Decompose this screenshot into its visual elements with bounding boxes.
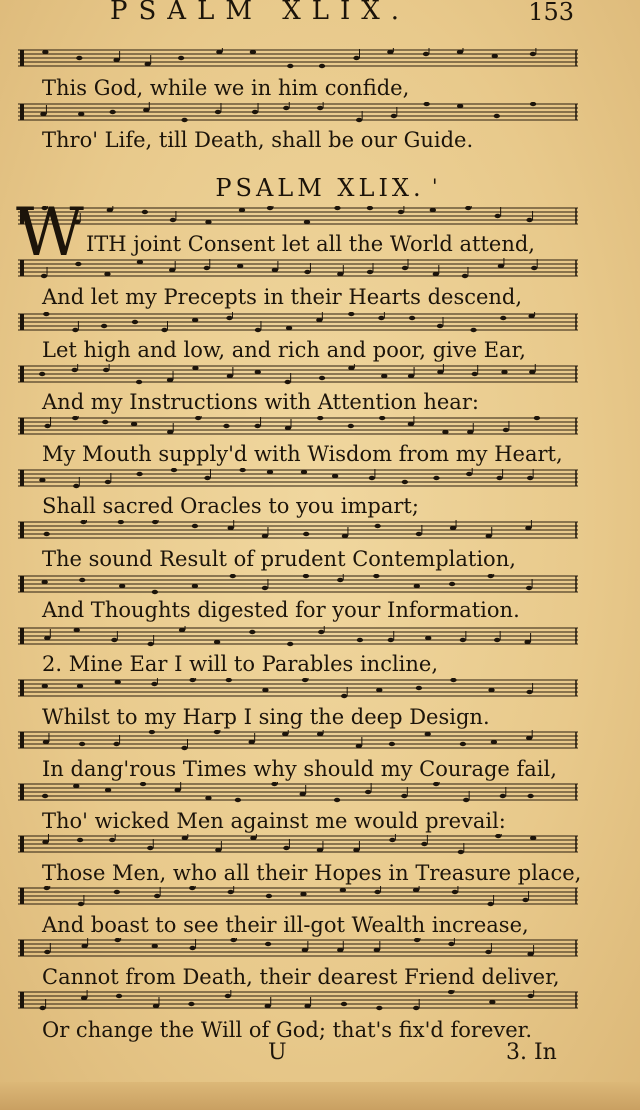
music-staff bbox=[18, 468, 578, 486]
lyric-line: Tho' wicked Men against me would prevail: bbox=[42, 809, 506, 833]
lyric-line: 2. Mine Ear I will to Parables incline, bbox=[42, 652, 439, 676]
music-staff bbox=[18, 938, 578, 956]
music-staff bbox=[18, 312, 578, 330]
signature-mark: U bbox=[268, 1040, 287, 1065]
staff-graphic bbox=[18, 886, 578, 908]
music-staff bbox=[18, 258, 578, 276]
music-staff bbox=[18, 574, 578, 592]
staff-graphic bbox=[18, 468, 578, 490]
music-staff bbox=[18, 990, 578, 1008]
page-number: 153 bbox=[528, 0, 574, 26]
music-staff bbox=[18, 364, 578, 382]
catchword: 3. In bbox=[506, 1040, 557, 1065]
page-edge bbox=[0, 1082, 640, 1110]
music-staff bbox=[18, 782, 578, 800]
lyric-line: Those Men, who all their Hopes in Treasure place, bbox=[42, 861, 582, 885]
music-staff bbox=[18, 886, 578, 904]
staff-graphic bbox=[18, 258, 578, 280]
psalm-heading: PSALM XLIX. bbox=[215, 174, 425, 202]
lyric-line: Thro' Life, till Death, shall be our Guide. bbox=[42, 128, 474, 152]
staff-graphic bbox=[18, 48, 578, 70]
staff-graphic bbox=[18, 730, 578, 752]
music-staff bbox=[18, 48, 578, 66]
staff-graphic bbox=[18, 574, 578, 596]
lyric-line: Or change the Will of God; that's fix'd forever. bbox=[42, 1018, 533, 1042]
music-staff bbox=[18, 678, 578, 696]
staff-graphic bbox=[18, 678, 578, 700]
staff-graphic bbox=[18, 520, 578, 542]
staff-graphic bbox=[18, 102, 578, 124]
staff-graphic bbox=[18, 626, 578, 648]
music-staff bbox=[18, 416, 578, 434]
lyric-line: And boast to see their ill-got Wealth increase, bbox=[42, 913, 529, 937]
staff-graphic bbox=[18, 312, 578, 334]
staff-graphic bbox=[18, 990, 578, 1012]
staff-graphic bbox=[18, 834, 578, 856]
lyric-line: And let my Precepts in their Hearts descend, bbox=[42, 285, 523, 309]
music-staff bbox=[18, 626, 578, 644]
lyric-line-first: ITH joint Consent let all the World attend, bbox=[86, 232, 535, 256]
lyric-line: Whilst to my Harp I sing the deep Design. bbox=[42, 705, 490, 729]
lyric-line: In dang'rous Times why should my Courage fail, bbox=[42, 757, 557, 781]
lyric-line: And Thoughts digested for your Information. bbox=[42, 598, 520, 622]
staff-graphic bbox=[18, 364, 578, 386]
lyric-line: Let high and low, and rich and poor, give Ear, bbox=[42, 338, 526, 362]
lyric-line: The sound Result of prudent Contemplation, bbox=[42, 547, 516, 571]
staff-graphic bbox=[18, 206, 578, 228]
staff-graphic bbox=[18, 416, 578, 438]
lyric-line: And my Instructions with Attention hear: bbox=[42, 390, 479, 414]
running-head bbox=[0, 0, 640, 28]
drop-cap: W bbox=[16, 194, 84, 271]
music-staff bbox=[18, 834, 578, 852]
lyric-line: Shall sacred Oracles to you impart; bbox=[42, 494, 419, 518]
running-title: PSALM XLIX. bbox=[110, 0, 411, 26]
lyric-line: This God, while we in him confide, bbox=[42, 76, 410, 100]
lyric-line: My Mouth supply'd with Wisdom from my Heart, bbox=[42, 442, 563, 466]
heading-mark: ' bbox=[432, 174, 438, 198]
music-staff bbox=[18, 730, 578, 748]
music-staff bbox=[18, 206, 578, 224]
music-staff bbox=[18, 520, 578, 538]
page-footer bbox=[0, 1040, 640, 1080]
lyric-line: Cannot from Death, their dearest Friend deliver, bbox=[42, 965, 560, 989]
music-staff bbox=[18, 102, 578, 120]
staff-graphic bbox=[18, 782, 578, 804]
staff-graphic bbox=[18, 938, 578, 960]
